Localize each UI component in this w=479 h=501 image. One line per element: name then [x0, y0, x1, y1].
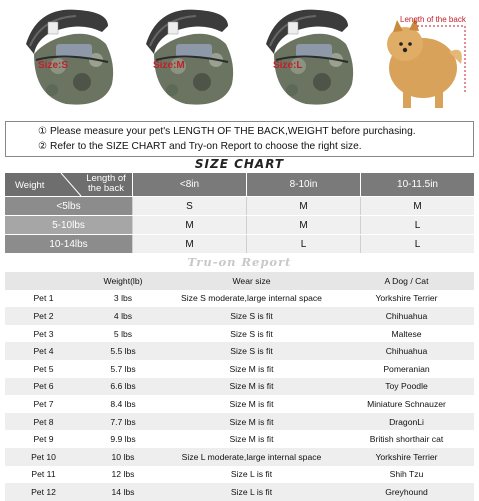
report-cell: Size M is fit — [229, 381, 274, 392]
report-cell: 5 lbs — [113, 328, 133, 339]
report-cell: Chihuahua — [385, 346, 428, 357]
report-cell: Greyhound — [385, 486, 428, 497]
size-chart-column-header: <8in — [132, 173, 246, 196]
report-cell: Pet 12 — [31, 486, 56, 497]
report-cell: Pet 3 — [33, 328, 54, 339]
report-cell: Pomeranian — [383, 363, 430, 374]
report-cell: 7.7 lbs — [110, 416, 136, 427]
sling-bag-medium-image — [128, 4, 246, 114]
size-chart-cell: M — [246, 216, 360, 234]
report-cell: Size L is fit — [230, 469, 273, 480]
report-cell: Size L is fit — [230, 486, 273, 497]
report-row — [5, 413, 474, 431]
report-row — [5, 395, 474, 413]
report-cell: Pet 7 — [33, 398, 54, 409]
report-cell: Pet 10 — [31, 451, 56, 462]
report-row — [5, 466, 474, 484]
report-header-row — [5, 272, 474, 290]
report-row — [5, 290, 474, 308]
report-cell: 3 lbs — [113, 293, 133, 304]
report-cell: DragonLi — [389, 416, 424, 427]
report-cell: Yorkshire Terrier — [375, 451, 438, 462]
length-of-back-label: Length of the back — [400, 15, 466, 24]
report-cell: Maltese — [391, 328, 422, 339]
size-chart-cell: L — [360, 216, 474, 234]
size-chart-cell: L — [360, 235, 474, 253]
report-cell: Miniature Schnauzer — [367, 398, 446, 409]
instruction-line-1: ① Please measure your pet's LENGTH OF THE BACK,WEIGHT before purchasing. — [38, 126, 416, 137]
instruction-line-2: ② Refer to the SIZE CHART and Try-on Report to choose the right size. — [38, 141, 362, 152]
size-chart-row — [5, 215, 474, 234]
report-row — [5, 378, 474, 396]
size-chart-title: SIZE CHART — [194, 157, 285, 171]
report-cell: Size M is fit — [229, 363, 274, 374]
report-cell: Size S is fit — [230, 328, 273, 339]
report-header-cell: A Dog / Cat — [384, 275, 429, 286]
report-row — [5, 430, 474, 448]
report-cell: Pet 1 — [33, 293, 54, 304]
report-body — [5, 290, 474, 501]
sling-bag-small-image — [8, 4, 126, 114]
report-cell: Size S moderate,large internal space — [181, 293, 322, 304]
size-chart-cell: M — [132, 216, 246, 234]
size-chart-table — [5, 173, 474, 253]
size-chart-cell: M — [246, 197, 360, 215]
report-cell: 8.4 lbs — [110, 398, 136, 409]
report-row — [5, 360, 474, 378]
report-cell: British shorthair cat — [369, 434, 444, 445]
size-chart-row — [5, 234, 474, 253]
size-tag-m: Size:M — [153, 60, 185, 71]
size-chart-cell: S — [132, 197, 246, 215]
size-chart-corner-cell — [5, 173, 132, 196]
report-cell: Pet 2 — [33, 310, 54, 321]
size-chart-column-header: 8-10in — [246, 173, 360, 196]
report-cell: Size S is fit — [230, 346, 273, 357]
report-cell: Pet 4 — [33, 346, 54, 357]
report-cell: Shih Tzu — [389, 469, 424, 480]
product-images — [0, 0, 479, 118]
report-cell: Pet 9 — [33, 434, 54, 445]
size-chart-cell: M — [132, 235, 246, 253]
try-on-report-table — [5, 272, 474, 501]
report-cell: Size M is fit — [229, 434, 274, 445]
report-cell: 14 lbs — [111, 486, 135, 497]
report-header-cell: Wear size — [232, 275, 271, 286]
report-header-cell: Weight(lb) — [103, 275, 143, 286]
report-cell: Pet 6 — [33, 381, 54, 392]
report-row — [5, 325, 474, 343]
report-cell: 9.9 lbs — [110, 434, 136, 445]
report-row — [5, 307, 474, 325]
report-cell: 10 lbs — [111, 451, 135, 462]
size-tag-s: Size:S — [38, 60, 69, 71]
corner-weight-label: Weight — [15, 180, 45, 191]
size-chart-cell: M — [360, 197, 474, 215]
report-cell: 12 lbs — [111, 469, 135, 480]
size-chart-row-label: 10-14lbs — [5, 235, 132, 253]
report-cell: Yorkshire Terrier — [375, 293, 438, 304]
instructions-box — [5, 121, 474, 157]
report-cell: Chihuahua — [385, 310, 428, 321]
size-chart-header — [5, 173, 474, 196]
size-chart-column-header: 10-11.5in — [360, 173, 474, 196]
size-tag-l: Size:L — [273, 60, 303, 71]
size-chart-cell: L — [246, 235, 360, 253]
report-cell: Pet 5 — [33, 363, 54, 374]
report-cell: Size M is fit — [229, 398, 274, 409]
report-cell: Pet 8 — [33, 416, 54, 427]
report-cell: Size L moderate,large internal space — [181, 451, 322, 462]
size-chart-row-label: 5-10lbs — [5, 216, 132, 234]
report-row — [5, 483, 474, 501]
report-cell: 5.5 lbs — [110, 346, 136, 357]
report-cell: Toy Poodle — [385, 381, 428, 392]
report-cell: Pet 11 — [31, 469, 56, 480]
report-row — [5, 342, 474, 360]
corner-length-label: Length of the back — [86, 173, 126, 194]
report-cell: 5.7 lbs — [110, 363, 136, 374]
report-cell: 6.6 lbs — [110, 381, 136, 392]
size-chart-row-label: <5lbs — [5, 197, 132, 215]
try-on-report-title: Tru-on Report — [187, 255, 292, 269]
report-row — [5, 448, 474, 466]
report-cell: Size S is fit — [230, 310, 273, 321]
report-cell: 4 lbs — [113, 310, 133, 321]
report-cell: Size M is fit — [229, 416, 274, 427]
sling-bag-large-image — [248, 4, 366, 114]
size-chart-row — [5, 196, 474, 215]
